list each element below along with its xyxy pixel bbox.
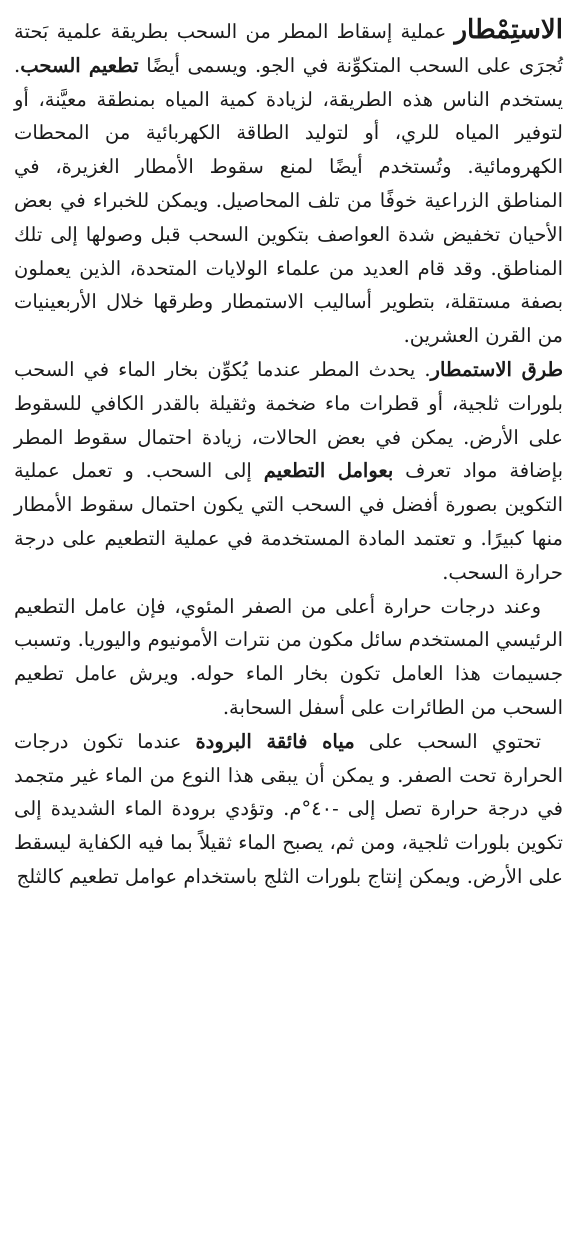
intro-text-1: عملية إسقاط المطر من السحب بطريقة علمية بَحتة تُجرَى على السحب المتكوِّنة في الجو. ويسمى أيضًا <box>14 20 563 77</box>
paragraph-intro <box>14 14 563 353</box>
paragraph-supercooled <box>14 725 563 894</box>
section-heading-methods: طرق الاستمطار <box>430 357 563 381</box>
article-title: الاستِمْطار <box>454 15 563 45</box>
supercooled-text-2: عندما تكون درجات الحرارة تحت الصفر. و يمكن أن يبقى هذا النوع من الماء غير متجمد في درجة حرارة تصل إلى -٤٠°م. وتؤدي برودة الماء الشديدة إلى تكوين بلورات ثلجية، ومن ثم، يصبح الماء ثقيلاً بما فيه الكفاية ليسقط على الأرض. ويمكن إنتاج بلورات الثلج باستخدام عوامل تطعيم كالثلج <box>14 729 563 888</box>
article-body <box>14 14 563 1236</box>
methods-text-1: . يحدث المطر عندما يُكوِّن بخار الماء في السحب بلورات ثلجية، أو قطرات ماء ضخمة وثقيلة بالقدر الكافي للسقوط على الأرض. يمكن في بعض الحالات، زيادة احتمال سقوط المطر بإضافة مواد تعرف <box>14 357 563 483</box>
term-cloud-seeding: تطعيم السحب <box>20 53 139 77</box>
intro-text-2: . يستخدم الناس هذه الطريقة، لزيادة كمية المياه بمنطقة معيَّنة، أو لتوفير المياه للري، أو لتوليد الطاقة الكهربائية من المحطات الكهرومائية. وتُستخدم أيضًا لمنع سقوط الأمطار الغزيرة، في المناطق الزراعية خوفًا من تلف المحاصيل. ويمكن للخبراء في بعض الأحيان تخفيض شدة العواصف بتكوين السحب قبل وصولها إلى تلك المناطق. وقد قام العديد من علماء الولايات المتحدة، الذين يعملون بصفة مستقلة، بتطوير أساليب الاستمطار وطرقها خلال الأربعينيات من القرن العشرين. <box>14 53 563 348</box>
methods-text-2: إلى السحب. و تعمل عملية التكوين بصورة أفضل في السحب التي يكون احتمال سقوط الأمطار منها كبيرًا. و تعتمد المادة المستخدمة في عملية التطعيم على درجة حرارة السحب. <box>14 459 563 584</box>
term-supercooled-water: مياه فائقة البرودة <box>195 729 355 753</box>
paragraph-warm-clouds <box>14 590 563 725</box>
term-seeding-agents: بعوامل التطعيم <box>263 459 394 483</box>
paragraph-methods <box>14 353 563 590</box>
supercooled-text-1: تحتوي السحب على <box>354 729 541 753</box>
warm-clouds-text: وعند درجات حرارة أعلى من الصفر المئوي، فإن عامل التطعيم الرئيسي المستخدم سائل مكون من نترات الأمونيوم واليوريا. وتسبب جسيمات هذا العامل تكون بخار الماء حوله. ويرش عامل تطعيم السحب من الطائرات على أسفل السحابة. <box>14 594 563 719</box>
